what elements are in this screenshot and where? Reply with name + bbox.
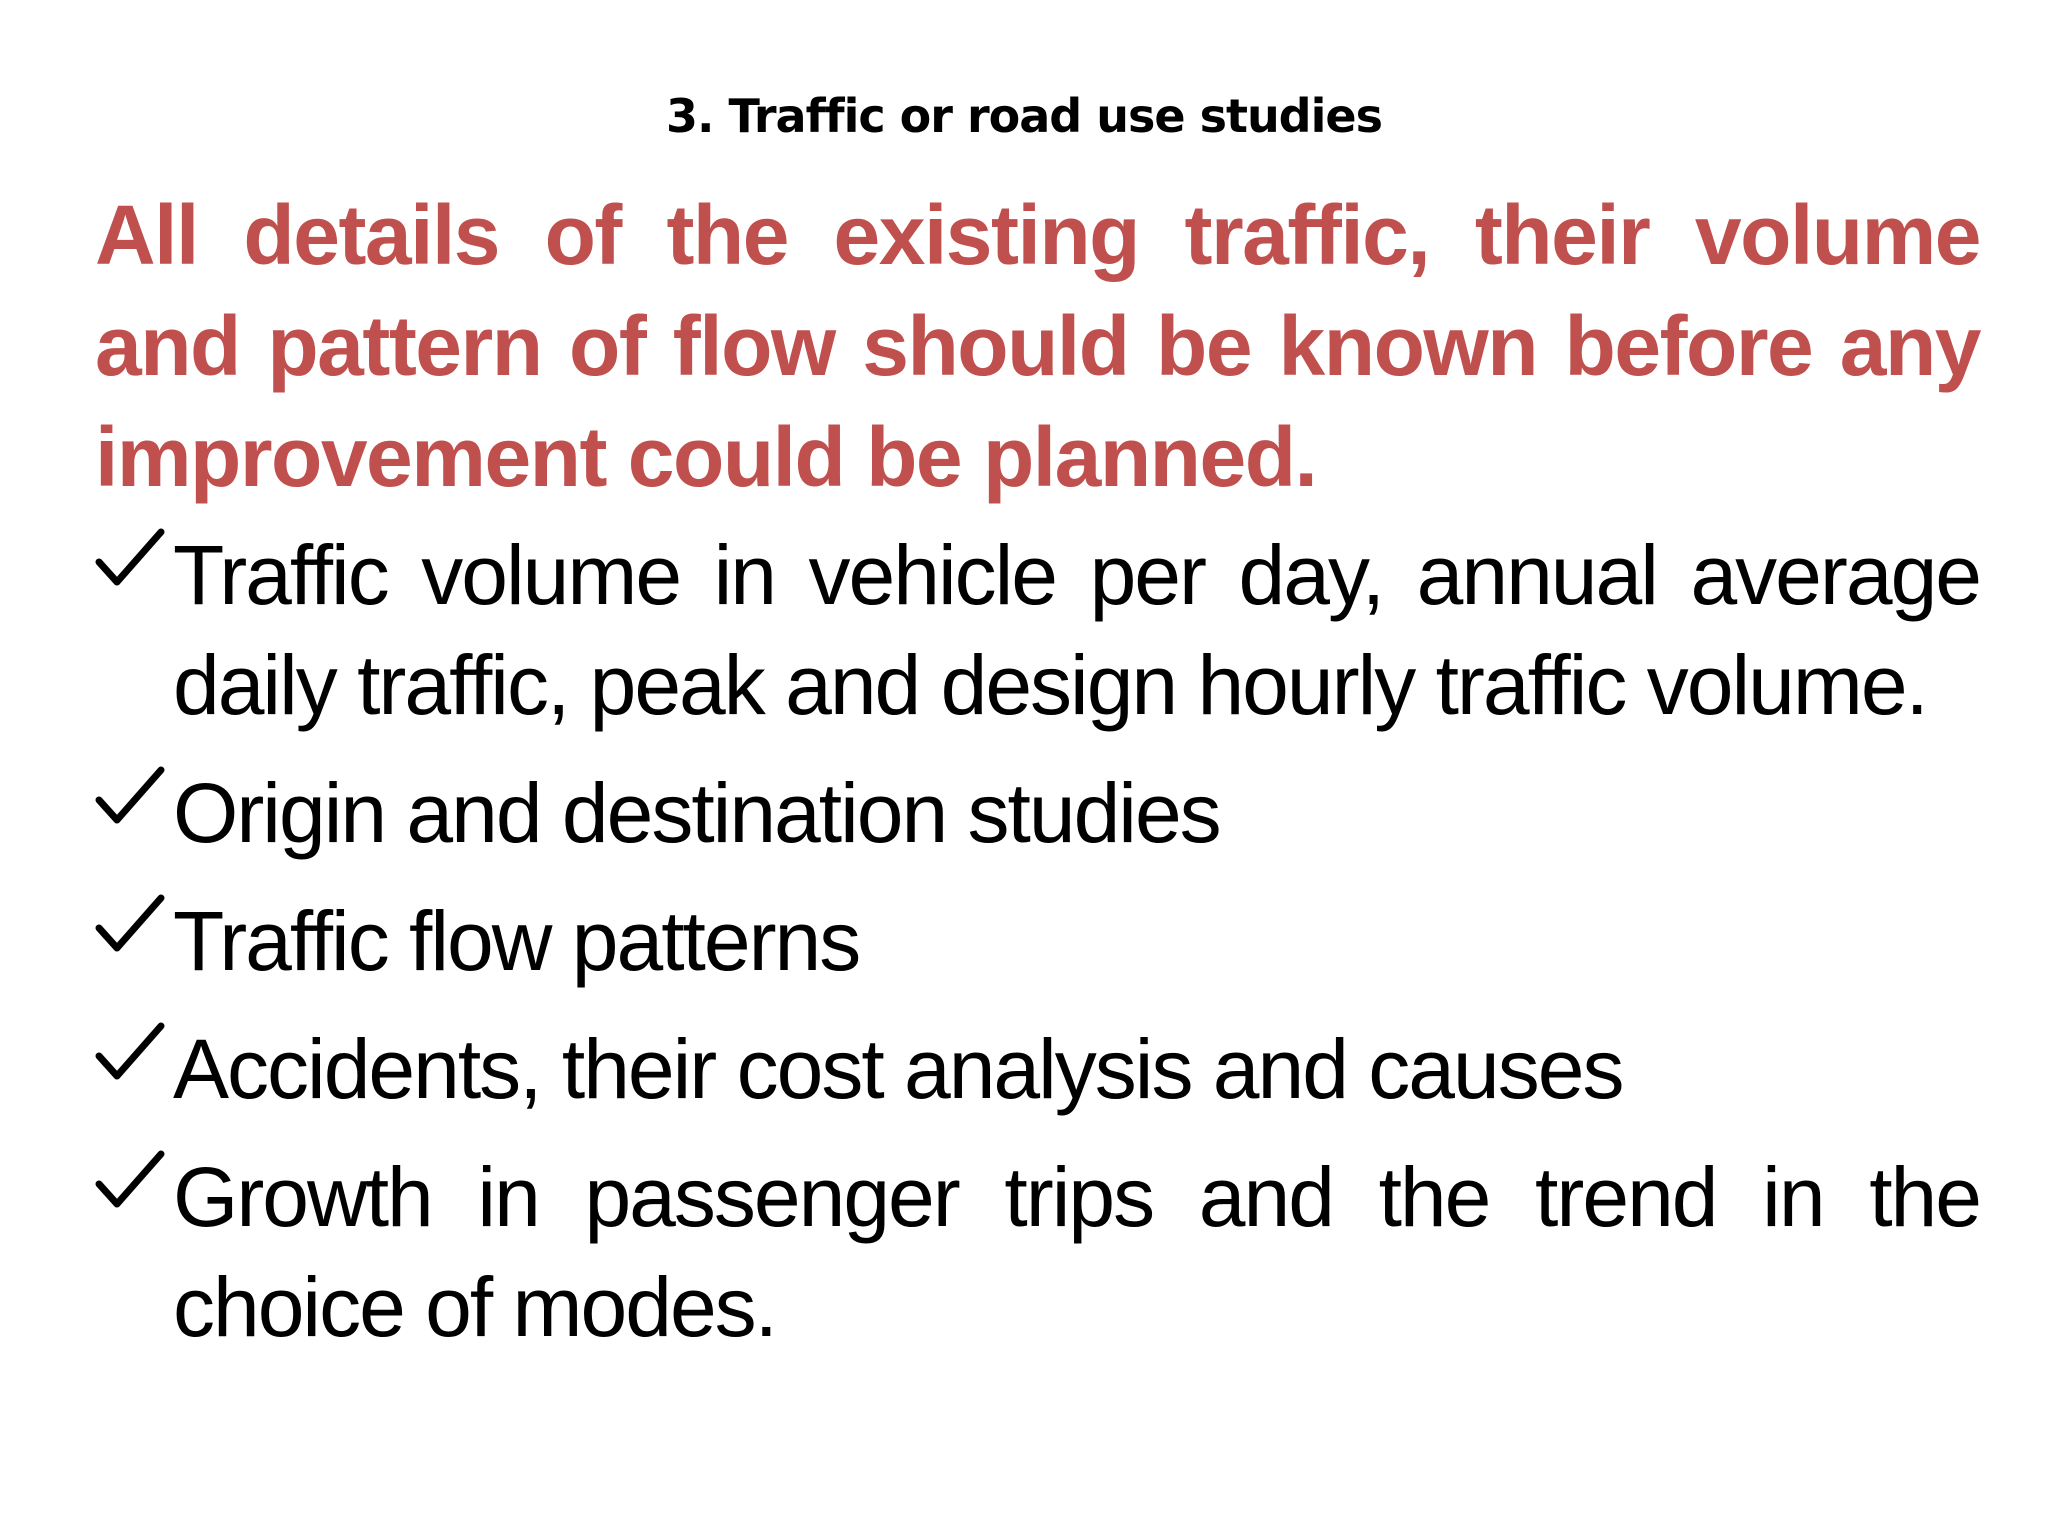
bullet-text: Growth in passenger trips and the trend in the choice of modes.	[173, 1150, 1980, 1354]
checkmark-icon	[95, 1150, 165, 1210]
bullet-item	[95, 520, 1980, 740]
bullet-text: Traffic volume in vehicle per day, annual average daily traffic, peak and design hourly traffic volume.	[173, 528, 1980, 732]
bullet-text: Traffic flow patterns	[173, 894, 860, 988]
checkmark-icon	[95, 766, 165, 826]
checkmark-icon	[95, 1022, 165, 1082]
bullet-item	[95, 1014, 1980, 1124]
checkmark-icon	[95, 528, 165, 588]
bullet-list	[95, 520, 1980, 1380]
bullet-text: Origin and destination studies	[173, 766, 1220, 860]
bullet-item	[95, 758, 1980, 868]
bullet-item	[95, 1142, 1980, 1362]
slide-title: 3. Traffic or road use studies	[666, 89, 1382, 143]
bullet-text: Accidents, their cost analysis and causes	[173, 1022, 1623, 1116]
intro-paragraph: All details of the existing traffic, their volume and pattern of flow should be known before any improvement could be planned.	[95, 188, 1980, 504]
checkmark-icon	[95, 894, 165, 954]
bullet-item	[95, 886, 1980, 996]
